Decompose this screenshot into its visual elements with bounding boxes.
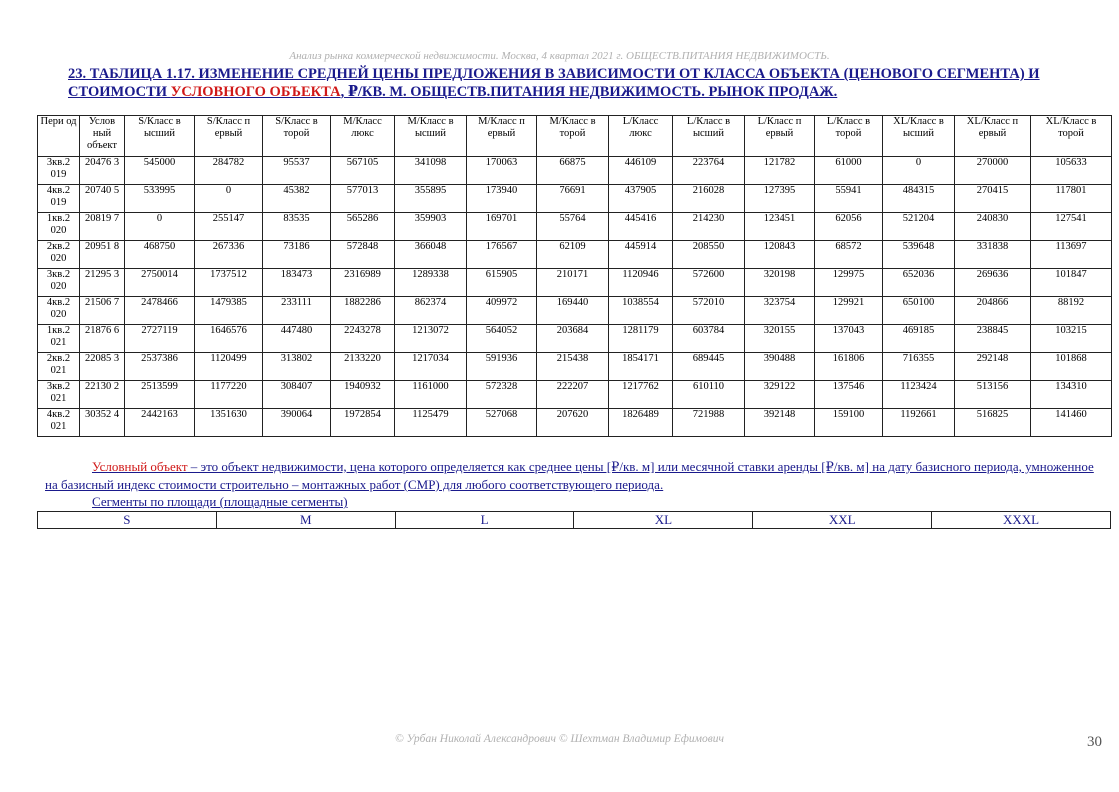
table-cell: 55764 bbox=[537, 213, 609, 241]
table-cell: 66875 bbox=[537, 157, 609, 185]
table-cell: 716355 bbox=[883, 353, 955, 381]
table-cell: 20951 8 bbox=[80, 241, 125, 269]
period-cell: 3кв.2 021 bbox=[38, 381, 80, 409]
table-cell: 238845 bbox=[955, 325, 1031, 353]
table-cell: 141460 bbox=[1031, 409, 1112, 437]
segments-row bbox=[38, 512, 1111, 529]
period-cell: 3кв.2 020 bbox=[38, 269, 80, 297]
table-cell: 45382 bbox=[263, 185, 331, 213]
table-cell: 61000 bbox=[815, 157, 883, 185]
column-header: L/Класс п ервый bbox=[745, 116, 815, 157]
table-cell: 355895 bbox=[395, 185, 467, 213]
table-cell: 22085 3 bbox=[80, 353, 125, 381]
table-cell: 204866 bbox=[955, 297, 1031, 325]
table-cell: 2442163 bbox=[125, 409, 195, 437]
table-cell: 1125479 bbox=[395, 409, 467, 437]
table-cell: 1826489 bbox=[609, 409, 673, 437]
table-cell: 437905 bbox=[609, 185, 673, 213]
table-cell: 1646576 bbox=[195, 325, 263, 353]
table-cell: 1123424 bbox=[883, 381, 955, 409]
table-cell: 2243278 bbox=[331, 325, 395, 353]
segment-cell: S bbox=[38, 512, 217, 529]
table-cell: 129921 bbox=[815, 297, 883, 325]
table-cell: 572010 bbox=[673, 297, 745, 325]
table-cell: 127395 bbox=[745, 185, 815, 213]
table-cell: 591936 bbox=[467, 353, 537, 381]
table-cell: 2316989 bbox=[331, 269, 395, 297]
table-body bbox=[38, 157, 1112, 437]
column-header: L/Класс люкс bbox=[609, 116, 673, 157]
table-cell: 615905 bbox=[467, 269, 537, 297]
price-table bbox=[37, 115, 1112, 437]
column-header: Услов ный объект bbox=[80, 116, 125, 157]
table-cell: 1351630 bbox=[195, 409, 263, 437]
table-cell: 1882286 bbox=[331, 297, 395, 325]
table-cell: 323754 bbox=[745, 297, 815, 325]
period-cell: 4кв.2 020 bbox=[38, 297, 80, 325]
table-cell: 120843 bbox=[745, 241, 815, 269]
table-row bbox=[38, 325, 1112, 353]
table-cell: 0 bbox=[125, 213, 195, 241]
period-cell: 3кв.2 019 bbox=[38, 157, 80, 185]
table-cell: 176567 bbox=[467, 241, 537, 269]
table-cell: 21295 3 bbox=[80, 269, 125, 297]
table-row bbox=[38, 213, 1112, 241]
table-cell: 320198 bbox=[745, 269, 815, 297]
table-cell: 1120946 bbox=[609, 269, 673, 297]
table-cell: 203684 bbox=[537, 325, 609, 353]
table-cell: 572328 bbox=[467, 381, 537, 409]
table-cell: 329122 bbox=[745, 381, 815, 409]
table-cell: 545000 bbox=[125, 157, 195, 185]
definition-text: – это объект недвижимости, цена которого определяется как среднее цены [₽/кв. м] или месячной ставки аренды [₽/кв. м] на дату базисного периода, умноженное на базисный индекс стоимости строительно – монтажных работ (СМР) для любого соответствующего периода. bbox=[45, 459, 1094, 492]
table-cell: 21876 6 bbox=[80, 325, 125, 353]
table-cell: 390488 bbox=[745, 353, 815, 381]
table-cell: 1177220 bbox=[195, 381, 263, 409]
table-cell: 73186 bbox=[263, 241, 331, 269]
column-header: S/Класс п ервый bbox=[195, 116, 263, 157]
table-row bbox=[38, 297, 1112, 325]
segments-table bbox=[37, 511, 1111, 529]
table-cell: 1854171 bbox=[609, 353, 673, 381]
table-cell: 101847 bbox=[1031, 269, 1112, 297]
table-cell: 55941 bbox=[815, 185, 883, 213]
table-cell: 1217762 bbox=[609, 381, 673, 409]
table-cell: 572848 bbox=[331, 241, 395, 269]
segment-cell: XXXL bbox=[932, 512, 1111, 529]
table-cell: 527068 bbox=[467, 409, 537, 437]
table-cell: 161806 bbox=[815, 353, 883, 381]
table-cell: 215438 bbox=[537, 353, 609, 381]
column-header: XL/Класс в ысший bbox=[883, 116, 955, 157]
table-row bbox=[38, 409, 1112, 437]
table-header-row bbox=[38, 116, 1112, 157]
table-cell: 169701 bbox=[467, 213, 537, 241]
table-cell: 1038554 bbox=[609, 297, 673, 325]
table-cell: 652036 bbox=[883, 269, 955, 297]
table-cell: 1161000 bbox=[395, 381, 467, 409]
column-header: L/Класс в ысший bbox=[673, 116, 745, 157]
table-cell: 539648 bbox=[883, 241, 955, 269]
table-cell: 20819 7 bbox=[80, 213, 125, 241]
table-cell: 121782 bbox=[745, 157, 815, 185]
table-row bbox=[38, 269, 1112, 297]
column-header: M/Класс в ысший bbox=[395, 116, 467, 157]
table-cell: 62056 bbox=[815, 213, 883, 241]
table-cell: 207620 bbox=[537, 409, 609, 437]
table-cell: 222207 bbox=[537, 381, 609, 409]
column-header: XL/Класс п ервый bbox=[955, 116, 1031, 157]
table-cell: 0 bbox=[883, 157, 955, 185]
table-cell: 1479385 bbox=[195, 297, 263, 325]
segment-cell: XXL bbox=[753, 512, 932, 529]
table-cell: 2750014 bbox=[125, 269, 195, 297]
column-header: XL/Класс в торой bbox=[1031, 116, 1112, 157]
table-row bbox=[38, 185, 1112, 213]
table-cell: 308407 bbox=[263, 381, 331, 409]
table-row bbox=[38, 353, 1112, 381]
table-cell: 610110 bbox=[673, 381, 745, 409]
segments-title: Сегменты по площади (площадные сегменты) bbox=[92, 494, 348, 509]
table-cell: 214230 bbox=[673, 213, 745, 241]
table-cell: 20476 3 bbox=[80, 157, 125, 185]
table-cell: 183473 bbox=[263, 269, 331, 297]
table-cell: 113697 bbox=[1031, 241, 1112, 269]
table-cell: 30352 4 bbox=[80, 409, 125, 437]
title-highlight: УСЛОВНОГО ОБЪЕКТА bbox=[170, 84, 341, 100]
segment-cell: XL bbox=[574, 512, 753, 529]
column-header: M/Класс люкс bbox=[331, 116, 395, 157]
table-row bbox=[38, 241, 1112, 269]
column-header: M/Класс п ервый bbox=[467, 116, 537, 157]
period-cell: 4кв.2 019 bbox=[38, 185, 80, 213]
table-cell: 1737512 bbox=[195, 269, 263, 297]
table-cell: 721988 bbox=[673, 409, 745, 437]
table-cell: 22130 2 bbox=[80, 381, 125, 409]
period-cell: 1кв.2 021 bbox=[38, 325, 80, 353]
table-cell: 2727119 bbox=[125, 325, 195, 353]
table-cell: 513156 bbox=[955, 381, 1031, 409]
table-cell: 2133220 bbox=[331, 353, 395, 381]
table-cell: 76691 bbox=[537, 185, 609, 213]
table-cell: 137043 bbox=[815, 325, 883, 353]
table-cell: 1281179 bbox=[609, 325, 673, 353]
table-cell: 216028 bbox=[673, 185, 745, 213]
table-cell: 105633 bbox=[1031, 157, 1112, 185]
period-cell: 2кв.2 020 bbox=[38, 241, 80, 269]
table-cell: 567105 bbox=[331, 157, 395, 185]
table-cell: 366048 bbox=[395, 241, 467, 269]
table-cell: 62109 bbox=[537, 241, 609, 269]
period-cell: 2кв.2 021 bbox=[38, 353, 80, 381]
column-header: S/Класс в ысший bbox=[125, 116, 195, 157]
table-cell: 255147 bbox=[195, 213, 263, 241]
table-cell: 521204 bbox=[883, 213, 955, 241]
title-part1: 23. ТАБЛИЦА 1.17. ИЗМЕНЕНИЕ СРЕДНЕЙ ЦЕНЫ ПРЕДЛОЖЕНИЯ В ЗАВИСИМОСТИ ОТ КЛАССА ОБЪЕКТА (ЦЕНОВОГО СЕГМЕНТА) И СТОИМОСТИ bbox=[68, 66, 1040, 100]
table-cell: 137546 bbox=[815, 381, 883, 409]
table-cell: 127541 bbox=[1031, 213, 1112, 241]
table-cell: 2513599 bbox=[125, 381, 195, 409]
column-header: L/Класс в торой bbox=[815, 116, 883, 157]
period-cell: 1кв.2 020 bbox=[38, 213, 80, 241]
table-row bbox=[38, 157, 1112, 185]
table-cell: 134310 bbox=[1031, 381, 1112, 409]
column-header: S/Класс в торой bbox=[263, 116, 331, 157]
definition-paragraph bbox=[45, 458, 1107, 494]
segment-cell: M bbox=[216, 512, 395, 529]
table-cell: 233111 bbox=[263, 297, 331, 325]
table-cell: 446109 bbox=[609, 157, 673, 185]
table-cell: 469185 bbox=[883, 325, 955, 353]
table-cell: 392148 bbox=[745, 409, 815, 437]
table-cell: 2478466 bbox=[125, 297, 195, 325]
table-cell: 169440 bbox=[537, 297, 609, 325]
table-cell: 123451 bbox=[745, 213, 815, 241]
definition-term: Условный объект bbox=[92, 459, 188, 474]
page-number: 30 bbox=[1087, 734, 1102, 750]
table-cell: 208550 bbox=[673, 241, 745, 269]
table-cell: 170063 bbox=[467, 157, 537, 185]
table-title bbox=[68, 65, 1078, 101]
table-cell: 516825 bbox=[955, 409, 1031, 437]
table-cell: 359903 bbox=[395, 213, 467, 241]
table-cell: 173940 bbox=[467, 185, 537, 213]
table-cell: 1213072 bbox=[395, 325, 467, 353]
table-cell: 159100 bbox=[815, 409, 883, 437]
table-cell: 603784 bbox=[673, 325, 745, 353]
table-cell: 83535 bbox=[263, 213, 331, 241]
table-cell: 341098 bbox=[395, 157, 467, 185]
table-cell: 533995 bbox=[125, 185, 195, 213]
table-row bbox=[38, 381, 1112, 409]
table-cell: 210171 bbox=[537, 269, 609, 297]
table-cell: 564052 bbox=[467, 325, 537, 353]
table-cell: 1120499 bbox=[195, 353, 263, 381]
table-cell: 21506 7 bbox=[80, 297, 125, 325]
table-cell: 445914 bbox=[609, 241, 673, 269]
table-cell: 270415 bbox=[955, 185, 1031, 213]
table-cell: 68572 bbox=[815, 241, 883, 269]
table-cell: 650100 bbox=[883, 297, 955, 325]
period-cell: 4кв.2 021 bbox=[38, 409, 80, 437]
table-cell: 292148 bbox=[955, 353, 1031, 381]
table-cell: 331838 bbox=[955, 241, 1031, 269]
title-part2: , ₽/КВ. М. ОБЩЕСТВ.ПИТАНИЯ НЕДВИЖИМОСТЬ. РЫНОК ПРОДАЖ. bbox=[340, 84, 838, 100]
table-cell: 223764 bbox=[673, 157, 745, 185]
segment-cell: L bbox=[395, 512, 574, 529]
table-cell: 88192 bbox=[1031, 297, 1112, 325]
table-cell: 447480 bbox=[263, 325, 331, 353]
footer-copyright: © Урбан Николай Александрович © Шехтман Владимир Ефимович bbox=[395, 733, 724, 745]
table-cell: 2537386 bbox=[125, 353, 195, 381]
table-cell: 862374 bbox=[395, 297, 467, 325]
table-cell: 129975 bbox=[815, 269, 883, 297]
table-cell: 0 bbox=[195, 185, 263, 213]
table-cell: 445416 bbox=[609, 213, 673, 241]
column-header: M/Класс в торой bbox=[537, 116, 609, 157]
table-cell: 1217034 bbox=[395, 353, 467, 381]
table-cell: 117801 bbox=[1031, 185, 1112, 213]
table-cell: 1940932 bbox=[331, 381, 395, 409]
table-cell: 390064 bbox=[263, 409, 331, 437]
column-header: Пери од bbox=[38, 116, 80, 157]
table-cell: 1972854 bbox=[331, 409, 395, 437]
header-note: Анализ рынка коммерческой недвижимости. Москва, 4 квартал 2021 г. ОБЩЕСТВ.ПИТАНИЯ НЕДВИЖИМОСТЬ. bbox=[289, 50, 830, 62]
table-cell: 468750 bbox=[125, 241, 195, 269]
table-cell: 409972 bbox=[467, 297, 537, 325]
table-cell: 572600 bbox=[673, 269, 745, 297]
table-cell: 101868 bbox=[1031, 353, 1112, 381]
table-cell: 313802 bbox=[263, 353, 331, 381]
table-cell: 484315 bbox=[883, 185, 955, 213]
table-cell: 20740 5 bbox=[80, 185, 125, 213]
table-cell: 284782 bbox=[195, 157, 263, 185]
table-cell: 240830 bbox=[955, 213, 1031, 241]
table-cell: 565286 bbox=[331, 213, 395, 241]
table-cell: 267336 bbox=[195, 241, 263, 269]
table-cell: 269636 bbox=[955, 269, 1031, 297]
table-cell: 270000 bbox=[955, 157, 1031, 185]
table-cell: 689445 bbox=[673, 353, 745, 381]
table-cell: 320155 bbox=[745, 325, 815, 353]
table-cell: 103215 bbox=[1031, 325, 1112, 353]
table-cell: 95537 bbox=[263, 157, 331, 185]
table-cell: 577013 bbox=[331, 185, 395, 213]
table-cell: 1192661 bbox=[883, 409, 955, 437]
table-cell: 1289338 bbox=[395, 269, 467, 297]
